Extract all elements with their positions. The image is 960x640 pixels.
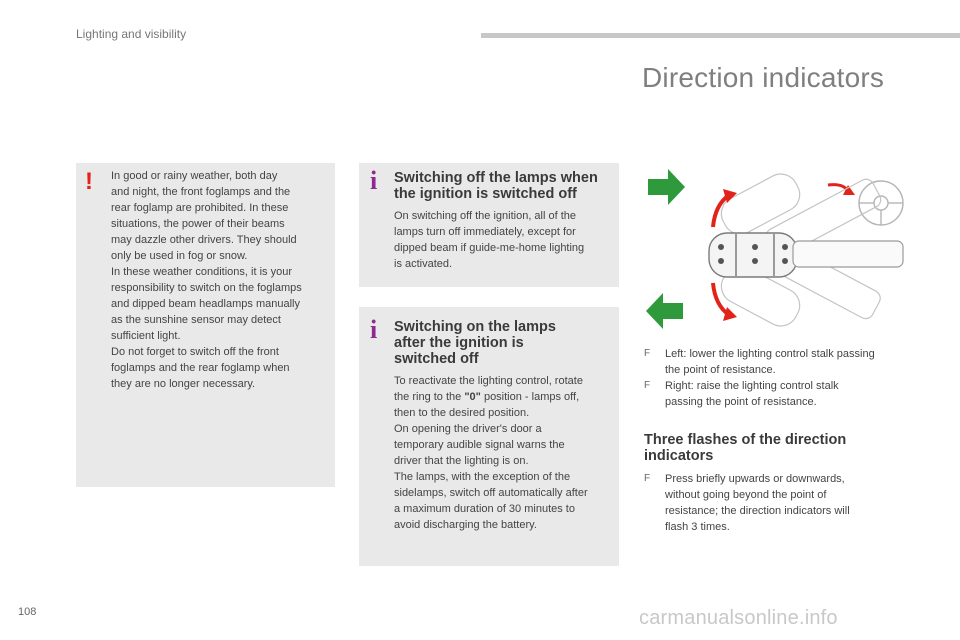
heading-line: the ignition is switched off <box>394 186 577 202</box>
text-line: The lamps, with the exception of the <box>394 471 571 483</box>
heading-line: switched off <box>394 351 479 367</box>
text-line: resistance; the direction indicators will <box>665 505 850 517</box>
direction-instructions-list <box>644 346 914 410</box>
ring-position-value: "0" <box>464 391 481 403</box>
text-line: On opening the driver's door a <box>394 423 542 435</box>
text-span: the ring to the <box>394 391 465 403</box>
text-line: passing the point of resistance. <box>665 396 817 408</box>
text-line: the point of resistance. <box>665 364 776 376</box>
page-title: Direction indicators <box>642 62 885 93</box>
warning-exclamation-icon: ! <box>85 168 93 195</box>
text-line: without going beyond the point of <box>665 489 827 501</box>
warning-line: In these weather conditions, it is your <box>111 266 292 278</box>
text-line: flash 3 times. <box>665 521 730 533</box>
warning-line: situations, the power of their beams <box>111 218 285 230</box>
text-line: a maximum duration of 30 minutes to <box>394 503 575 515</box>
heading-line: after the ignition is <box>394 335 524 351</box>
heading-line: Switching off the lamps when <box>394 170 598 186</box>
text-line: driver that the lighting is on. <box>394 455 529 467</box>
text-line: dipped beam if guide-me-home lighting <box>394 242 585 254</box>
three-flashes-heading <box>644 432 884 464</box>
heading-line: Three flashes of the direction <box>644 432 847 448</box>
warning-line: as the sunshine sensor may detect <box>111 314 281 326</box>
text-line: Left: lower the lighting control stalk passing <box>665 348 875 360</box>
list-item <box>644 346 914 378</box>
info-icon: i <box>370 166 378 195</box>
text-line <box>394 389 616 405</box>
text-line: To reactivate the lighting control, rotate <box>394 375 583 387</box>
watermark: carmanualsonline.info <box>639 607 838 629</box>
text-line: avoid discharging the battery. <box>394 519 537 531</box>
info-box-2-heading <box>394 319 594 367</box>
warning-line: rear foglamp are prohibited. In these <box>111 202 289 214</box>
warning-line: and dipped beam headlamps manually <box>111 298 300 310</box>
warning-line: responsibility to switch on the foglamps <box>111 282 302 294</box>
info-icon: i <box>370 315 378 344</box>
lighting-stalk-illustration <box>643 165 905 337</box>
heading-line: indicators <box>644 448 714 464</box>
warning-line: they are no longer necessary. <box>111 378 256 390</box>
text-line: then to the desired position. <box>394 407 530 419</box>
green-left-arrow-icon <box>646 293 683 329</box>
warning-text <box>111 168 331 392</box>
three-flashes-list <box>644 471 914 535</box>
header-divider <box>481 33 960 38</box>
info-box-2-text <box>394 373 616 533</box>
bullet-icon: F <box>644 348 651 359</box>
text-line: Press briefly upwards or downwards, <box>665 473 845 485</box>
warning-line: and night, the front foglamps and the <box>111 186 291 198</box>
warning-line: Do not forget to switch off the front <box>111 346 279 358</box>
warning-line: sufficient light. <box>111 330 181 342</box>
warning-line: only be used in fog or snow. <box>111 250 248 262</box>
green-right-arrow-icon <box>648 169 685 205</box>
page-number: 108 <box>18 606 37 618</box>
warning-line: In good or rainy weather, both day <box>111 170 278 182</box>
list-item <box>644 378 914 410</box>
text-line: lamps turn off immediately, except for <box>394 226 576 238</box>
text-line: is activated. <box>394 258 453 270</box>
warning-line: may dazzle other drivers. They should <box>111 234 297 246</box>
bullet-icon: F <box>644 473 651 484</box>
text-span: position - lamps off, <box>480 391 580 403</box>
bullet-icon: F <box>644 380 651 391</box>
section-header: Lighting and visibility <box>76 27 187 41</box>
text-line: Right: raise the lighting control stalk <box>665 380 839 392</box>
text-line: On switching off the ignition, all of the <box>394 210 577 222</box>
info-box-1-text <box>394 208 616 272</box>
heading-line: Switching on the lamps <box>394 319 556 335</box>
info-box-1-heading <box>394 170 616 202</box>
text-line: temporary audible signal warns the <box>394 439 565 451</box>
warning-line: foglamps and the rear foglamp when <box>111 362 290 374</box>
text-line: sidelamps, switch off automatically after <box>394 487 588 499</box>
list-item <box>644 471 914 535</box>
